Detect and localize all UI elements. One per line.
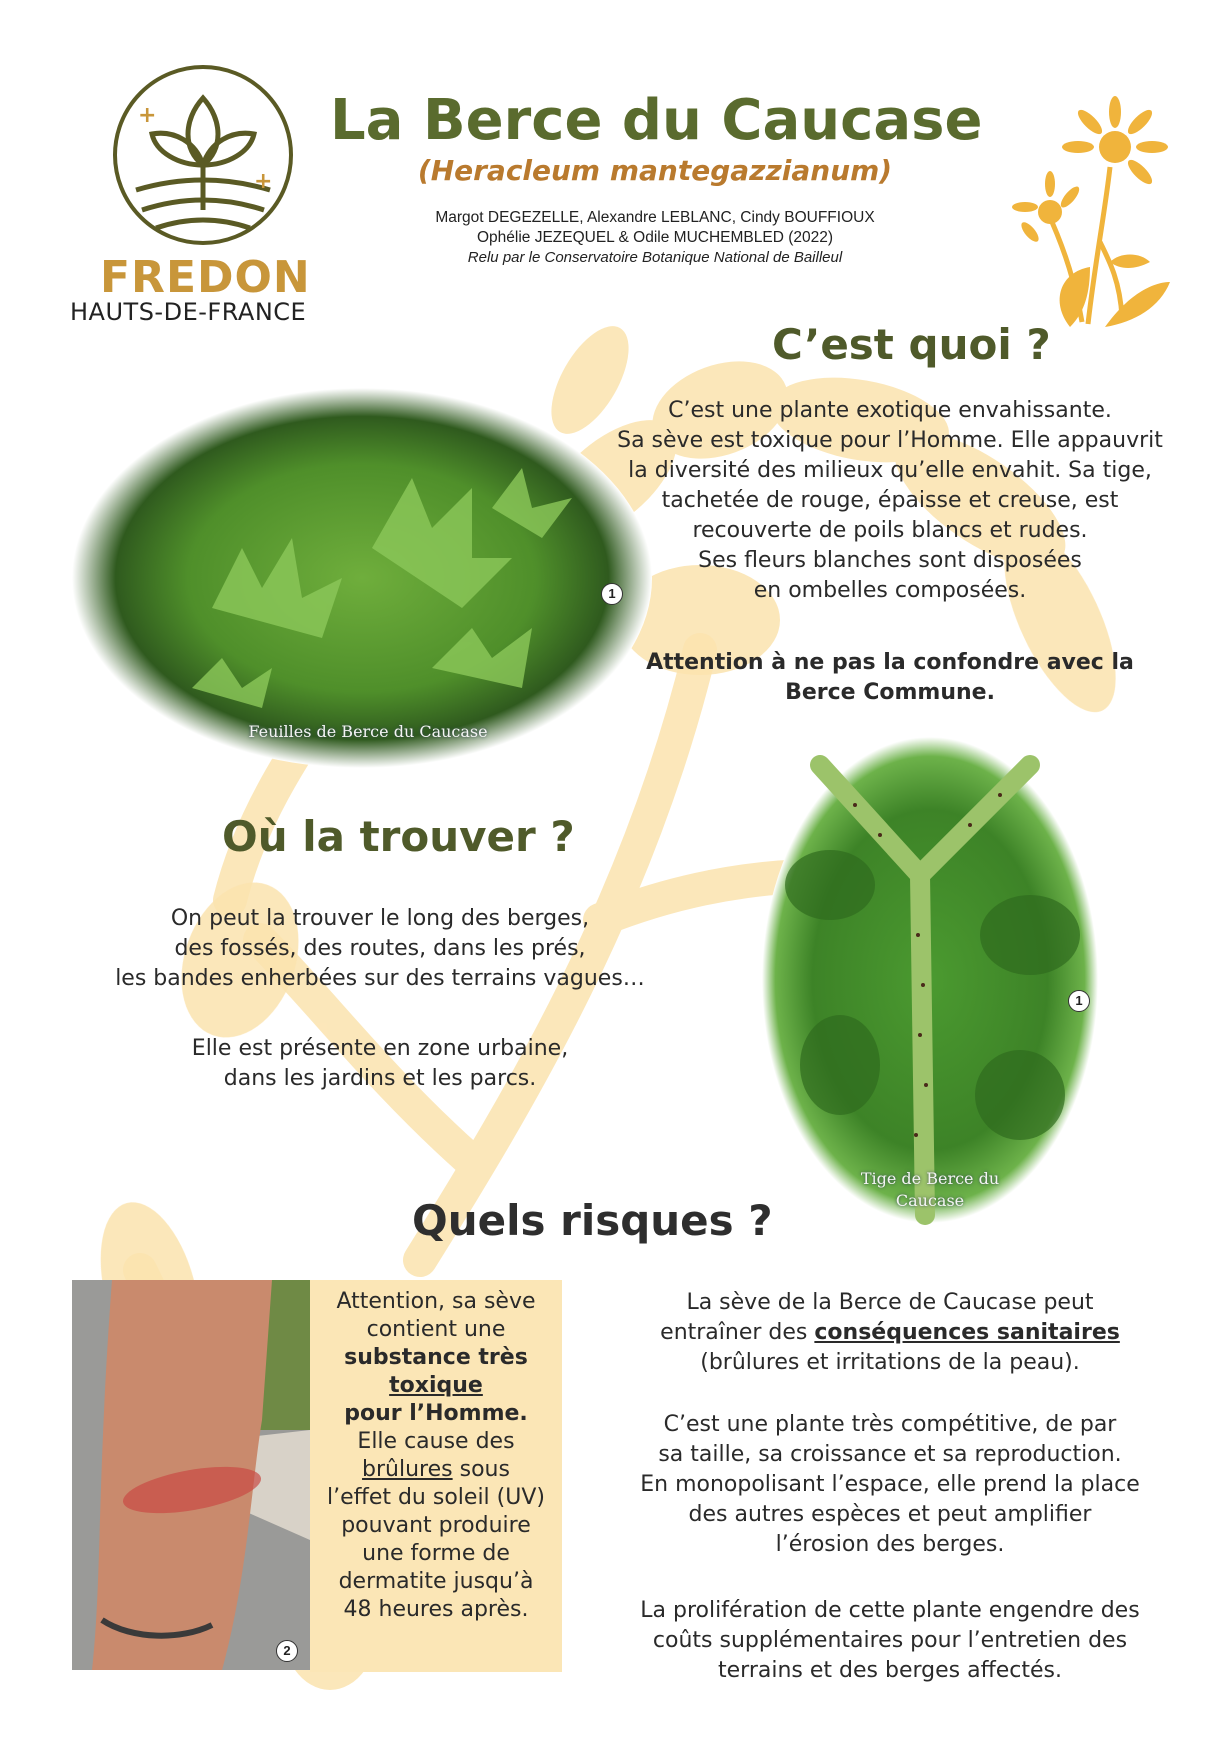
risks-costs [580,1596,1200,1686]
page-title: La Berce du Caucase [330,88,983,153]
text-line: tachetée de rouge, épaisse et creuse, est [661,488,1119,513]
reviewed-by: Relu par le Conservatoire Botanique National de Bailleul [467,249,843,266]
text-line: recouverte de poils blancs et rudes. [692,518,1088,543]
photo-credit-badge: 1 [1068,990,1090,1012]
text-line: sa taille, sa croissance et sa reproduction. [658,1442,1122,1467]
text-line: C’est une plante très compétitive, de par [663,1412,1117,1437]
fredon-logo-icon [108,60,298,250]
svg-text:+: + [138,103,157,128]
photo-credit-badge: 1 [601,583,623,605]
authors-line: Margot DEGEZELLE, Alexandre LEBLANC, Cindy BOUFFIOUX [435,209,875,226]
scientific-name: (Heracleum mantegazzianum) [417,154,893,187]
text-line: toxique [389,1373,483,1398]
text-line: dermatite jusqu’à [338,1569,534,1594]
text-line: Elle cause des [357,1429,515,1454]
text-fragment: entraîner des [660,1320,815,1345]
text-line: Attention à ne pas la confondre avec la [646,650,1134,675]
photo-credit-badge: 2 [276,1640,298,1662]
authors [330,208,980,248]
text-line: terrains et des berges affectés. [718,1658,1062,1683]
text-line: Attention, sa sève [336,1289,536,1314]
section-heading-risks: Quels risques ? [412,1196,773,1245]
text-line: les bandes enherbées sur des terrains vagues… [115,966,645,991]
text-line: En monopolisant l’espace, elle prend la place [640,1472,1140,1497]
stem-photo [760,735,1100,1225]
text-line: substance très [344,1345,528,1370]
what-description [590,396,1190,606]
text-line: pouvant produire [341,1513,531,1538]
authors-line: Ophélie JEZEQUEL & Odile MUCHEMBLED (2022) [476,229,834,246]
text-line: l’érosion des berges. [775,1532,1005,1557]
leaves-photo-caption: Feuilles de Berce du Caucase [248,722,488,741]
skin-burn-photo [72,1280,310,1670]
text-line: La sève de la Berce de Caucase peut [686,1290,1094,1315]
text-line: des autres espèces et peut amplifier [688,1502,1092,1527]
burns-term: brûlures [362,1457,453,1482]
risks-health [580,1288,1200,1378]
text-line: La prolifération de cette plante engendre des [640,1598,1140,1623]
text-fragment: sous [452,1457,510,1482]
logo-region: HAUTS-DE-FRANCE [70,298,307,326]
svg-text:+: + [254,169,273,194]
where-description [80,904,680,994]
text-line: On peut la trouver le long des berges, [170,906,590,931]
flower-illustration-icon [1010,92,1180,332]
risks-competition [580,1410,1200,1560]
caption-line: Caucase [895,1191,965,1210]
text-line: 48 heures après. [343,1597,529,1622]
text-line: Sa sève est toxique pour l’Homme. Elle appauvrit [617,428,1163,453]
caption-line: Tige de Berce du [860,1169,1000,1188]
text-line: contient une [366,1317,506,1342]
health-consequences-term: conséquences sanitaires [814,1320,1120,1345]
section-heading-where: Où la trouver ? [222,812,575,861]
section-heading-what: C’est quoi ? [772,320,1051,369]
text-line: la diversité des milieux qu’elle envahit. Sa tige, [628,458,1152,483]
leaves-photo [72,388,652,768]
confusion-warning [620,648,1160,708]
where-urban [80,1034,680,1094]
text-line [310,1456,562,1484]
text-line: Elle est présente en zone urbaine, [191,1036,569,1061]
text-line: C’est une plante exotique envahissante. [668,398,1112,423]
text-line: Berce Commune. [785,680,995,705]
logo-brand: FREDON [100,252,311,303]
text-line: l’effet du soleil (UV) [327,1485,545,1510]
text-line: dans les jardins et les parcs. [223,1066,537,1091]
toxicity-warning-box [310,1280,562,1672]
text-line [580,1318,1200,1348]
text-line: (brûlures et irritations de la peau). [700,1350,1080,1375]
text-line: coûts supplémentaires pour l’entretien des [652,1628,1128,1653]
text-line: des fossés, des routes, dans les prés, [174,936,586,961]
text-line: Ses fleurs blanches sont disposées [698,548,1082,573]
stem-photo-caption [810,1168,1050,1212]
text-line: en ombelles composées. [753,578,1027,603]
text-line: pour l’Homme. [344,1401,528,1426]
text-line: une forme de [362,1541,510,1566]
